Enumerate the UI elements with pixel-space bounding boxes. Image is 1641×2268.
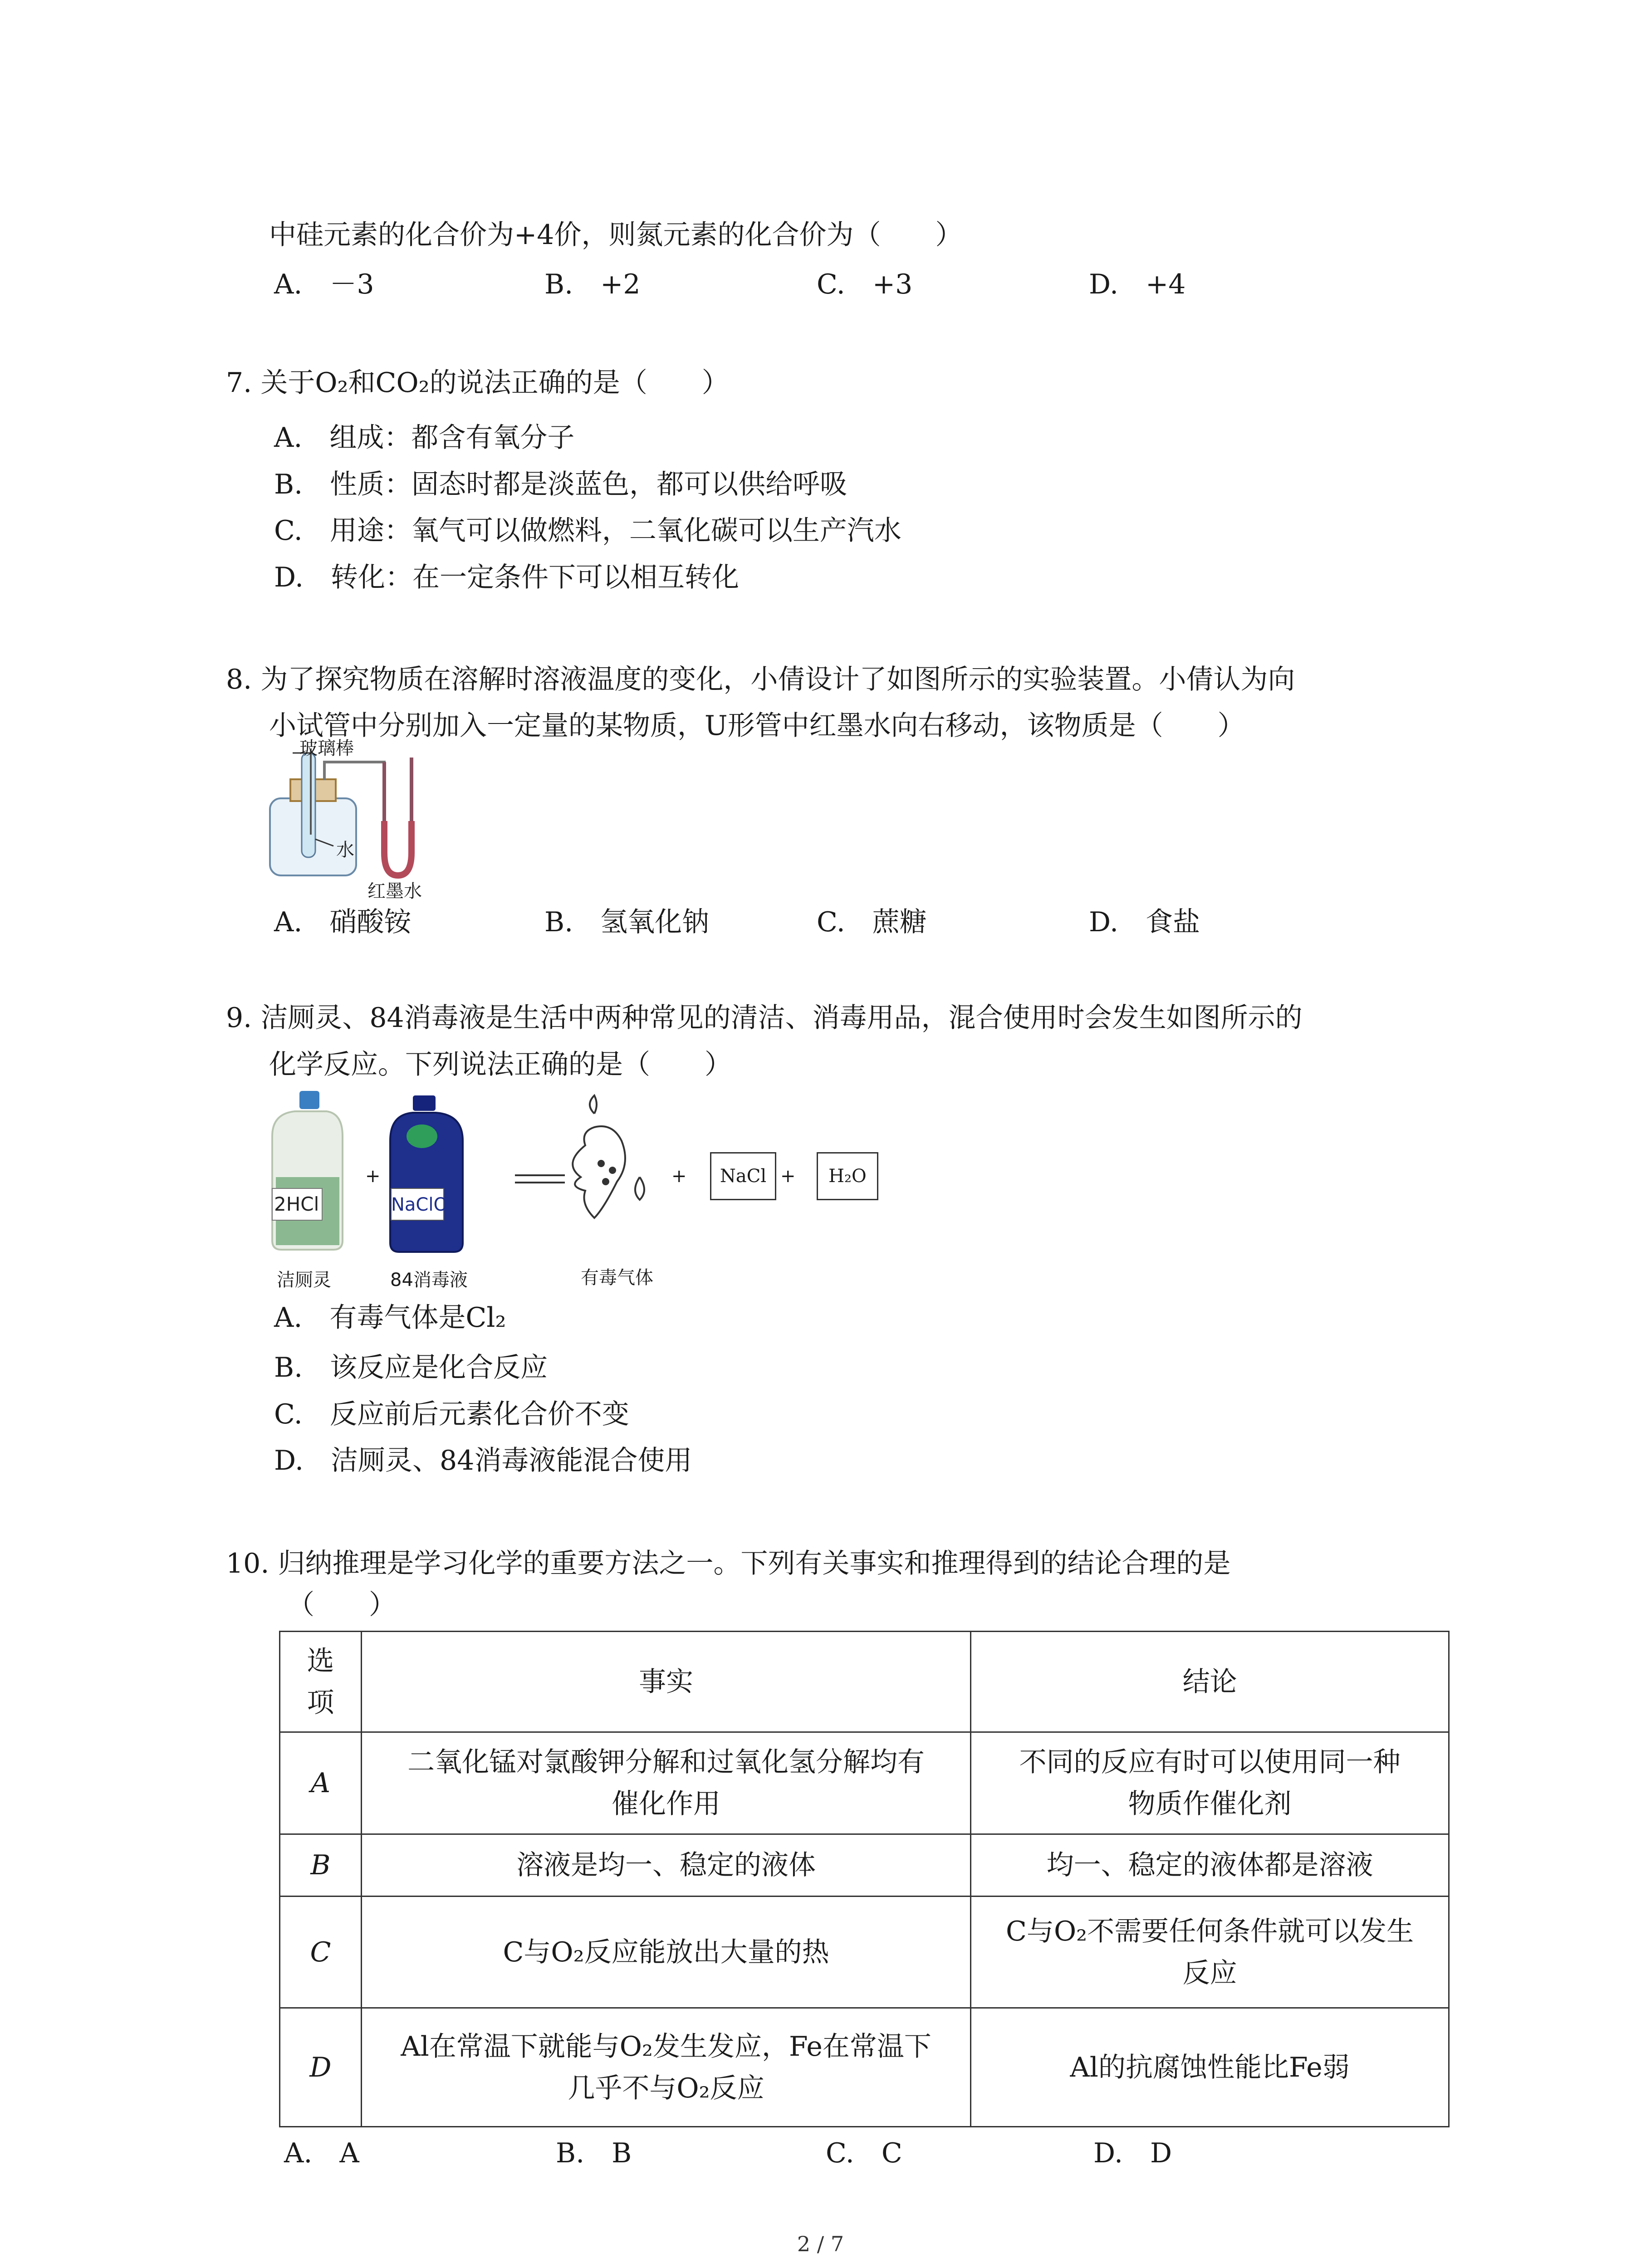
table-header-row (280, 1632, 1449, 1732)
caption-toxic-gas: 有毒气体 (581, 1267, 653, 1288)
q9-option-b[interactable]: B. 该反应是化合反应 (274, 1352, 548, 1383)
q10-table (279, 1631, 1450, 2127)
q10-option-b[interactable]: B. B (556, 2137, 632, 2169)
q6-option-b[interactable]: B. +2 (544, 269, 641, 300)
q6-option-d[interactable]: D. +4 (1089, 269, 1186, 300)
q6-option-c[interactable]: C. +3 (817, 269, 913, 300)
q8-stem-line2: 小试管中分别加入一定量的某物质，U形管中红墨水向右移动，该物质是（ ） (269, 710, 1245, 742)
table-row (280, 1834, 1449, 1897)
header-option: 选 项 (280, 1632, 362, 1732)
q9-option-c[interactable]: C. 反应前后元素化合价不变 (274, 1398, 629, 1430)
q6-stem: 中硅元素的化合价为+4价，则氮元素的化合价为（ ） (269, 219, 963, 251)
header-fact: 事实 (361, 1632, 970, 1732)
row-key: C (280, 1897, 362, 2008)
plus-sign-1: + (365, 1166, 381, 1187)
caption-toilet-cleaner: 洁厕灵 (277, 1270, 331, 1290)
plus-sign-2: + (671, 1166, 687, 1187)
apparatus-drawing (265, 744, 456, 898)
q8-option-a[interactable]: A. 硝酸铵 (274, 906, 411, 938)
q10-stem-line2: （ ） (287, 1589, 396, 1621)
table-row (280, 2008, 1449, 2127)
u-tube-icon (384, 758, 411, 875)
q10-stem-line1: 10. 归纳推理是学习化学的重要方法之一。下列有关事实和推理得到的结论合理的是 (226, 1548, 1231, 1579)
header-conclusion: 结论 (971, 1632, 1449, 1732)
q6-option-a[interactable]: A. －3 (274, 269, 374, 300)
h2o-box: H₂O (817, 1152, 878, 1200)
row-conclusion: Al的抗腐蚀性能比Fe弱 (971, 2008, 1449, 2127)
disinfectant-bottle-icon (390, 1095, 463, 1252)
row-conclusion: 均一、稳定的液体都是溶液 (971, 1834, 1449, 1897)
label-glass-rod: 玻璃棒 (299, 738, 354, 759)
q8-option-c[interactable]: C. 蔗糖 (817, 906, 927, 938)
toxic-gas-icon (573, 1095, 644, 1218)
q8-option-b[interactable]: B. 氢氧化钠 (544, 906, 710, 938)
row-fact: Al在常温下就能与O₂发生发应，Fe在常温下 几乎不与O₂反应 (361, 2008, 970, 2127)
table-row (280, 1897, 1449, 2008)
q7-option-b[interactable]: B. 性质：固态时都是淡蓝色，都可以供给呼吸 (274, 469, 847, 500)
page-number: 2 / 7 (797, 2232, 844, 2256)
table-row (280, 1732, 1449, 1834)
q10-option-a[interactable]: A. A (284, 2137, 359, 2169)
row-conclusion: 不同的反应有时可以使用同一种 物质作催化剂 (971, 1732, 1449, 1834)
plus-sign-3: + (780, 1166, 796, 1187)
label-red-ink: 红墨水 (367, 881, 422, 902)
row-fact: 溶液是均一、稳定的液体 (361, 1834, 970, 1897)
label-water: 水 (336, 840, 354, 860)
row-key: D (280, 2008, 362, 2127)
q10-option-d[interactable]: D. D (1093, 2137, 1172, 2169)
q8-stem-line1: 8. 为了探究物质在溶解时溶液温度的变化，小倩设计了如图所示的实验装置。小倩认为向 (226, 664, 1295, 695)
row-key: B (280, 1834, 362, 1897)
q7-option-d[interactable]: D. 转化：在一定条件下可以相互转化 (274, 562, 740, 593)
caption-disinfectant: 84消毒液 (390, 1270, 468, 1290)
q9-stem-line2: 化学反应。下列说法正确的是（ ） (269, 1049, 732, 1080)
test-tube-icon (302, 753, 315, 857)
q9-option-a[interactable]: A. 有毒气体是Cl₂ (274, 1302, 506, 1334)
bottle2-formula: NaClO (391, 1194, 448, 1215)
q9-reaction-figure (268, 1086, 935, 1295)
q7-option-c[interactable]: C. 用途：氧气可以做燃料，二氧化碳可以生产汽水 (274, 515, 901, 547)
q7-stem: 7. 关于O₂和CO₂的说法正确的是（ ） (226, 367, 729, 399)
row-key: A (280, 1732, 362, 1834)
q10-option-c[interactable]: C. C (826, 2137, 902, 2169)
row-conclusion: C与O₂不需要任何条件就可以发生 反应 (971, 1897, 1449, 2008)
toilet-cleaner-bottle-icon (272, 1091, 343, 1250)
q8-apparatus-figure (265, 738, 456, 902)
q9-option-d[interactable]: D. 洁厕灵、84消毒液能混合使用 (274, 1445, 692, 1476)
bottle1-formula: 2HCl (274, 1193, 319, 1215)
row-fact: C与O₂反应能放出大量的热 (361, 1897, 970, 2008)
q9-stem-line1: 9. 洁厕灵、84消毒液是生活中两种常见的清洁、消毒用品，混合使用时会发生如图所示的 (226, 1002, 1303, 1034)
q7-option-a[interactable]: A. 组成：都含有氧分子 (274, 422, 575, 454)
q8-option-d[interactable]: D. 食盐 (1089, 906, 1200, 938)
row-fact: 二氧化锰对氯酸钾分解和过氧化氢分解均有 催化作用 (361, 1732, 970, 1834)
nacl-box: NaCl (710, 1152, 776, 1200)
red-ink-icon (384, 821, 411, 875)
